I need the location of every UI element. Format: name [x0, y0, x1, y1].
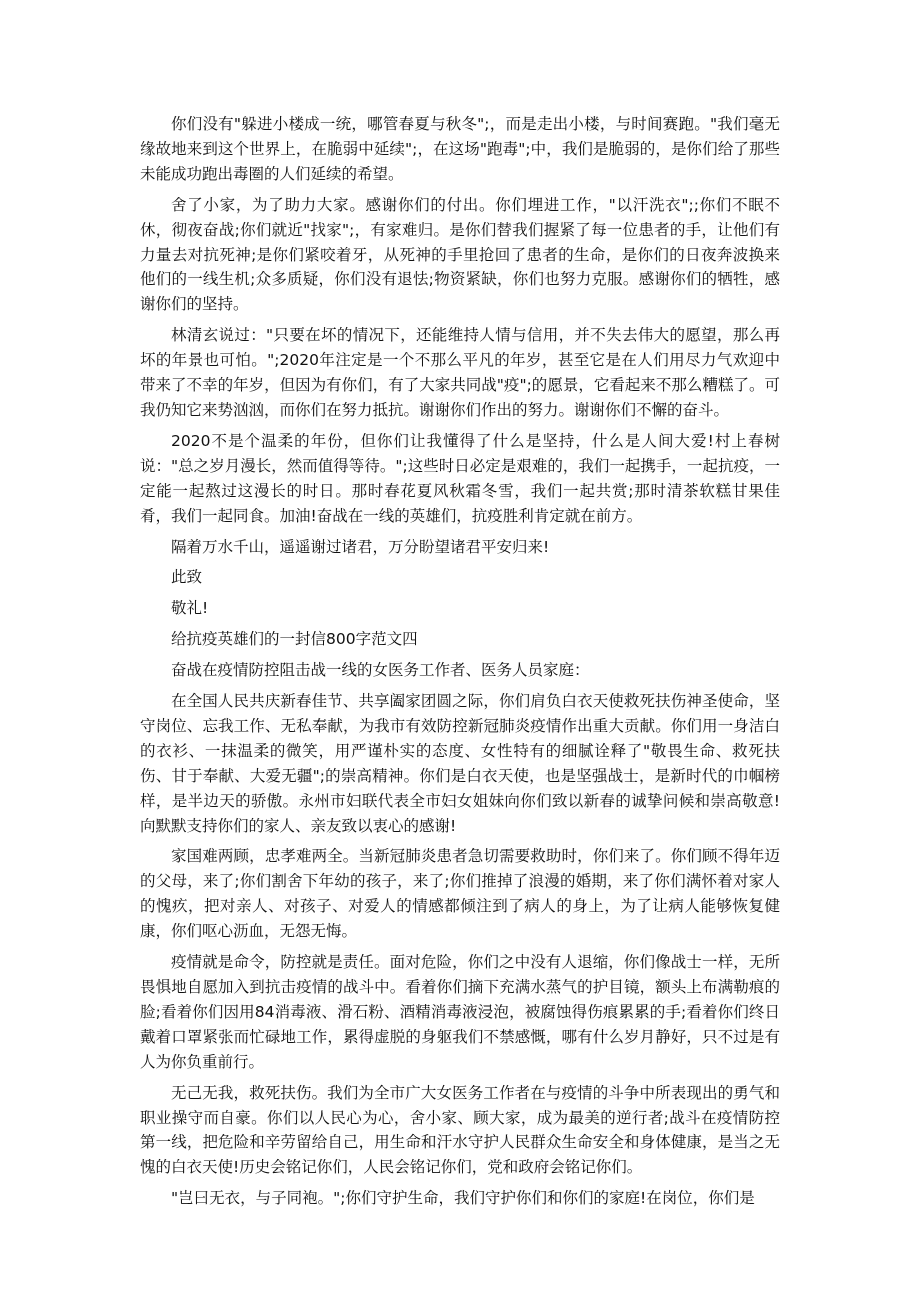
paragraph: 在全国人民共庆新春佳节、共享阖家团圆之际，你们肩负白衣天使救死扶伤神圣使命，坚守岗位、忘我工作、无私奉献，为我市有效防控新冠肺炎疫情作出重大贡献。你们用一身洁白的衣衫、一抹温柔的微笑，用严谨朴实的态度、女性特有的细腻诠释了"敬畏生命、救死扶伤、甘于奉献、大爱无疆";的崇高精神。你们是白衣天使，也是坚强战士，是新时代的巾帼榜样，是半边天的骄傲。永州市妇联代表全市妇女姐妹向你们致以新春的诚挚问候和崇高敬意!向默默支持你们的家人、亲友致以衷心的感谢!	[140, 692, 780, 835]
paragraph: 你们没有"躲进小楼成一统，哪管春夏与秋冬";，而是走出小楼，与时间赛跑。"我们毫无缘故地来到这个世界上，在脆弱中延续";，在这场"跑毒";中，我们是脆弱的，是你们给了那些未能成功跑出毒圈的人们延续的希望。	[140, 115, 780, 183]
document-body	[140, 112, 780, 1211]
paragraph: 无己无我，救死扶伤。我们为全市广大女医务工作者在与疫情的斗争中所表现出的勇气和职业操守而自豪。你们以人民心为心，舍小家、顾大家，成为最美的逆行者;战斗在疫情防控第一线，把危险和辛劳留给自己，用生命和汗水守护人民群众生命安全和身体健康，是当之无愧的白衣天使!历史会铭记你们，人民会铭记你们，党和政府会铭记你们。	[140, 1083, 780, 1177]
paragraph: 隔着万水千山，遥遥谢过诸君，万分盼望诸君平安归来!	[171, 537, 550, 556]
section-heading: 给抗疫英雄们的一封信800字范文四	[171, 630, 418, 649]
paragraph: 2020不是个温柔的年份，但你们让我懂得了什么是坚持，什么是人间大爱!村上春树说："总之岁月漫长，然而值得等待。";这些时日必定是艰难的，我们一起携手，一起抗疫，一定能一起熬过这漫长的时日。那时春花夏风秋霜冬雪，我们一起共赏;那时清茶软糕甘果佳肴，我们一起同食。加油!奋战在一线的英雄们，抗疫胜利肯定就在前方。	[140, 431, 780, 525]
letter-addressee: 奋战在疫情防控阻击战一线的女医务工作者、医务人员家庭：	[171, 661, 590, 680]
closing-salutation: 此致	[171, 568, 203, 587]
paragraph: 林清玄说过："只要在坏的情况下，还能维持人情与信用，并不失去伟大的愿望，那么再坏的年景也可怕。";2020年注定是一个不那么平凡的年岁，甚至它是在人们用尽力气欢迎中带来了不幸的年岁，但因为有你们，有了大家共同战"疫";的愿景，它看起来不那么糟糕了。可我仍知它来势汹汹，而你们在努力抵抗。谢谢你们作出的努力。谢谢你们不懈的奋斗。	[140, 326, 780, 419]
paragraph: "岂曰无衣，与子同袍。";你们守护生命，我们守护你们和你们的家庭!在岗位，你们是	[171, 1189, 755, 1208]
paragraph: 家国难两顾，忠孝难两全。当新冠肺炎患者急切需要救助时，你们来了。你们顾不得年迈的父母，来了;你们割舍下年幼的孩子，来了;你们推掉了浪漫的婚期，来了你们满怀着对家人的愧疚，把对亲人、对孩子、对爱人的情感都倾注到了病人的身上，为了让病人能够恢复健康，你们呕心沥血，无怨无悔。	[140, 847, 780, 941]
closing-regards: 敬礼!	[171, 599, 209, 618]
paragraph: 疫情就是命令，防控就是责任。面对危险，你们之中没有人退缩，你们像战士一样，无所畏惧地自愿加入到抗击疫情的战斗中。看着你们摘下充满水蒸气的护目镜，额头上布满勒痕的脸;看着你们因用84消毒液、滑石粉、酒精消毒液浸泡，被腐蚀得伤痕累累的手;看着你们终日戴着口罩紧张而忙碌地工作，累得虚脱的身躯我们不禁感慨，哪有什么岁月静好，只不过是有人为你负重前行。	[140, 953, 780, 1071]
paragraph: 舍了小家，为了助力大家。感谢你们的付出。你们埋进工作，"以汗洗衣";;你们不眠不休，彻夜奋战;你们就近"找家";，有家难归。是你们替我们握紧了每一位患者的手，让他们有力量去对抗死神;是你们紧咬着牙，从死神的手里抢回了患者的生命，是你们的日夜奔波换来他们的一线生机;众多质疑，你们没有退怯;物资紧缺，你们也努力克服。感谢你们的牺牲，感谢你们的坚持。	[140, 195, 780, 314]
